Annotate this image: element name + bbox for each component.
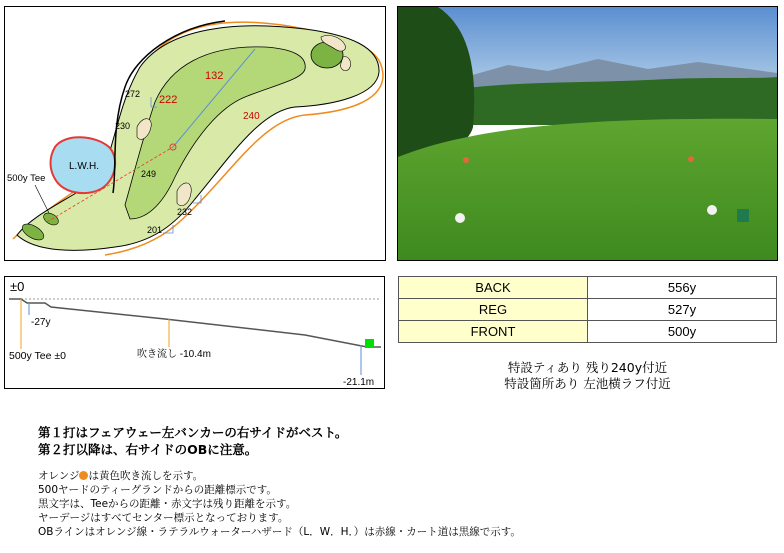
legend-line: ヤーデージはすべてセンター標示となっております。 [38,512,289,524]
hole-photo-illustration [398,7,777,260]
tee-name: REG [399,299,588,321]
legend-line: OBラインはオレンジ線・ラテラルウォーターハザード（L．W．H．）は赤線・カート道は黒線で示す。 [38,526,521,538]
tee-yards: 556y [588,277,777,299]
hole-photo [397,6,778,261]
green-bunker-right [341,57,351,71]
water-label: L.W.H. [69,161,100,172]
tee-label-leader [35,185,49,213]
distance-249: 249 [141,169,157,179]
distance-272: 272 [125,89,141,99]
distance-201: 201 [147,225,163,235]
legend [38,469,521,539]
distance-222: 222 [159,94,178,106]
elevation-line [9,299,381,347]
tee-yards: 500y [588,321,777,343]
tee-note-line: 特設ティあり 残り240y付近 [507,360,668,375]
distance-230: 230 [115,121,131,131]
distance-232: 232 [177,207,193,217]
advice-line: 第２打以降は、右サイドのOBに注意。 [38,442,258,457]
windflow-label: 吹き流し -10.4m [137,349,211,360]
green-elevation-label: -21.1m [343,377,375,388]
tee-marker-red-right [688,156,694,162]
special-tee-notes [398,360,777,392]
legend-line: 500ヤードのティーグランドからの距離標示です。 [38,484,277,496]
advice-line: 第１打はフェアウェー左バンカーの右サイドがベスト。 [38,425,348,440]
fairway-grass [398,119,777,260]
green-flag [365,339,374,348]
hole-advice [38,424,347,458]
tee-elevation-label: 500y Tee ±0 [9,350,66,362]
trash-bin [737,209,749,222]
hole-map [4,6,386,261]
elevation-profile [4,276,385,389]
legend-line: 黒文字は、Teeからの距離・赤文字は残り距離を示す。 [38,498,297,510]
tee-marker-white [455,213,465,223]
tee-label: 500y Tee [7,173,46,184]
yardage-table [398,276,777,343]
elevation-drawing [5,277,384,388]
tee-name: FRONT [399,321,588,343]
table-row [399,299,777,321]
tee-yards: 527y [588,299,777,321]
hole-map-drawing [5,7,385,260]
dip-label: -27y [31,317,51,328]
table-row [399,277,777,299]
tee-name: BACK [399,277,588,299]
legend-orange-text: オレンジ [38,470,80,482]
start-mark: ±0 [10,279,25,294]
distance-132: 132 [205,70,224,82]
tee-note-line: 特設箇所あり 左池横ラフ付近 [504,376,671,391]
legend-line [38,469,521,483]
distance-240: 240 [243,111,260,122]
tee-marker-white-right [707,205,717,215]
table-row [399,321,777,343]
tee-marker-red [463,157,469,163]
legend-orange-desc: は黄色吹き流しを示す。 [88,470,204,482]
